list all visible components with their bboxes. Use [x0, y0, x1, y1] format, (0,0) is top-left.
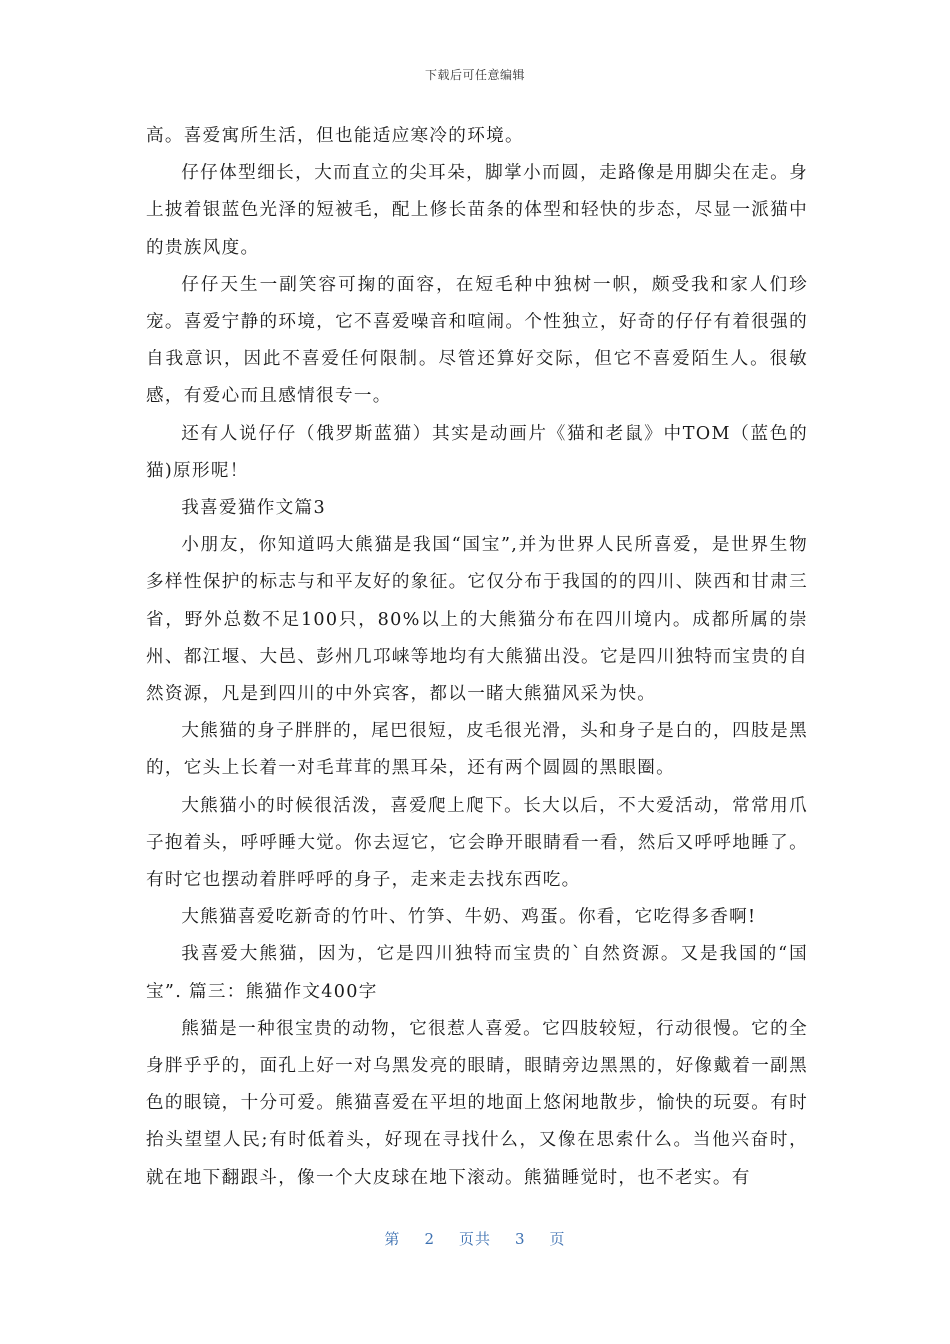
paragraph-7: 大熊猫的身子胖胖的，尾巴很短，皮毛很光滑，头和身子是白的，四肢是黑的，它头上长着一对毛茸茸的黑耳朵，还有两个圆圆的黑眼圈。	[146, 721, 808, 779]
paragraph-4: 还有人说仔仔（俄罗斯蓝猫）其实是动画片《猫和老鼠》中TOM（蓝色的猫)原形呢！	[146, 423, 808, 481]
current-page-number: 2	[424, 1230, 435, 1248]
paragraph-10: 我喜爱大熊猫，因为，它是四川独特而宝贵的`自然资源。又是我国的“国宝”. 篇三：熊猫作文400字	[146, 944, 808, 1002]
footer-middle: 页共	[458, 1230, 491, 1248]
paragraph-8: 大熊猫小的时候很活泼，喜爱爬上爬下。长大以后，不大爱活动，常常用爪子抱着头，呼呼睡大觉。你去逗它，它会睁开眼睛看一看，然后又呼呼地睡了。有时它也摆动着胖呼呼的身子，走来走去找东西吃。	[146, 795, 808, 891]
paragraph-6: 小朋友，你知道吗大熊猫是我国“国宝”,并为世界人民所喜爱，是世界生物多样性保护的标志与和平友好的象征。它仅分布于我国的的四川、陕西和甘肃三省，野外总数不足100只，80%以上的大熊猫分布在四川境内。成都所属的崇州、都江堰、大邑、彭州几邛崃等地均有大熊猫出没。它是四川独特而宝贵的自然资源，凡是到四川的中外宾客，都以一睹大熊猫风采为快。	[146, 535, 808, 705]
total-page-number: 3	[515, 1230, 526, 1248]
footer-prefix: 第	[384, 1230, 401, 1248]
footer-suffix: 页	[549, 1230, 566, 1248]
page-header: 下载后可任意编辑	[424, 68, 525, 82]
document-body	[146, 118, 808, 1197]
section-heading: 我喜爱猫作文篇3	[181, 498, 326, 519]
paragraph-1: 高。喜爱寓所生活，但也能适应寒冷的环境。	[146, 126, 524, 146]
paragraph-9: 大熊猫喜爱吃新奇的竹叶、竹笋、牛奶、鸡蛋。你看，它吃得多香啊!	[181, 907, 757, 928]
paragraph-3: 仔仔天生一副笑容可掬的面容，在短毛种中独树一帜，颇受我和家人们珍宠。喜爱宁静的环境，它不喜爱噪音和喧闹。个性独立，好奇的仔仔有着很强的自我意识，因此不喜爱任何限制。尽管还算好交际，但它不喜爱陌生人。很敏感，有爱心而且感情很专一。	[146, 274, 808, 407]
paragraph-11: 熊猫是一种很宝贵的动物，它很惹人喜爱。它四肢较短，行动很慢。它的全身胖乎乎的，面孔上好一对乌黑发亮的眼睛，眼睛旁边黑黑的，好像戴着一副黑色的眼镜，十分可爱。熊猫喜爱在平坦的地面上悠闲地散步，愉快的玩耍。有时抬头望望人民;有时低着头，好现在寻找什么，又像在思索什么。当他兴奋时，就在地下翻跟斗，像一个大皮球在地下滚动。熊猫睡觉时，也不老实。有	[146, 1018, 808, 1188]
page-footer	[0, 1228, 950, 1249]
paragraph-2: 仔仔体型细长，大而直立的尖耳朵，脚掌小而圆，走路像是用脚尖在走。身上披着银蓝色光泽的短被毛，配上修长苗条的体型和轻快的步态，尽显一派猫中的贵族风度。	[146, 163, 808, 258]
